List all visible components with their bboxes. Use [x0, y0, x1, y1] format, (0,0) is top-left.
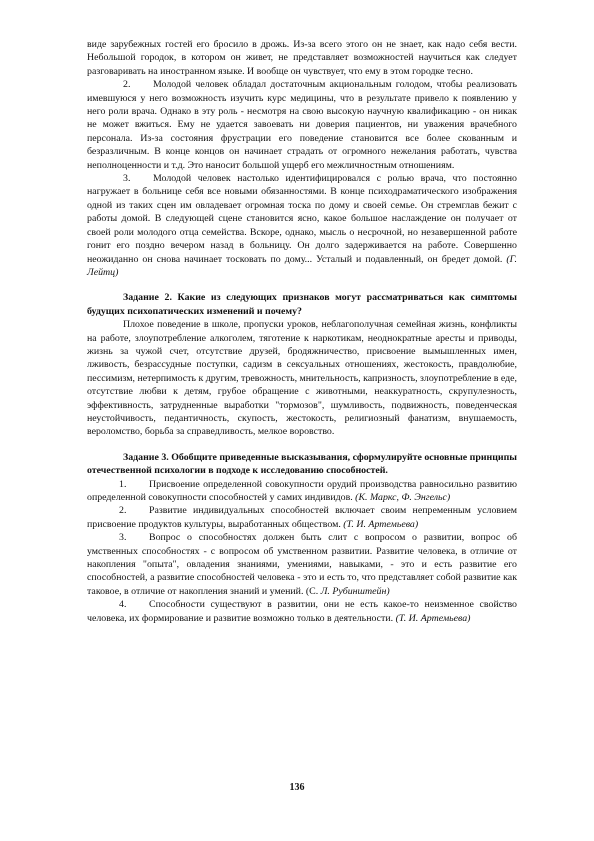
task-question: . Обобщите приведенные высказывания, сформулируйте основные принципы отечественной психологии в подходе к исследованию способностей.	[87, 451, 517, 477]
spacer	[87, 439, 517, 451]
citation: (Г. Лейтц)	[87, 253, 518, 278]
item-text: Присвоение определенной совокупности орудий производства равносильно развитию определенной совокупности способностей у самих индивидов.	[87, 478, 517, 503]
task-2-body: Плохое поведение в школе, пропуски уроков, неблагополучная семейная жизнь, конфликты на работе, злоупотребление алкоголем, тяготение к наркотикам, неоднократные аресты и приводы, жизнь за чужой счет, отсутствие друзей, бродяжничество, присвоение вымышленных имен, лживость, безрассудные поступки, садизм в сексуальных отношениях, жестокость, правдолюбие, пессимизм, нетерпимость к другим, тревожность, мнительность, капризность, злоупотребление в еде, отсутствие любви к детям, грубое обращение с животными, неаккуратность, скрупулезность, эффективность, затрудненные выработки "тормозов", шумливость, подвижность, поведенческая неустойчивость, педантичность, скупость, жестокость, религиозный фанатизм, внушаемость, вероломство, борьба за справедливость, мелкое воровство.	[87, 319, 517, 438]
item-number: 2.	[123, 79, 131, 91]
citation: (Т. И. Артемьева)	[395, 612, 471, 624]
task-2-heading	[87, 291, 517, 318]
task-3-item-1	[87, 478, 517, 505]
document-page	[87, 38, 517, 625]
item-number: 3.	[123, 173, 131, 185]
item-number: 4.	[119, 599, 127, 611]
item-number: 2.	[119, 505, 127, 517]
task-3-item-2	[87, 504, 517, 531]
task-3-heading	[87, 451, 517, 478]
citation: (К. Маркс, Ф. Энгельс)	[355, 492, 451, 503]
paragraph-case-3	[87, 172, 517, 279]
paragraph-text: Молодой человек настолько идентифицировался с ролью врача, что постоянно нагружает в больнице себя все новыми обязанностями. В конце психодраматического изображения одной из таких сцен им овладевает огромная тоска по дому и своей семье. Он стремглав бежит с работы домой. В следующей сцене становится ясно, какое большое наслаждение он получает от своей роли молодого отца семейства. Вскоре, однако, мысль о несрочной, но незавершенной работе гонит его поздно вечером назад в больницу. Он долго задерживается на работе. Совершенно неожиданно он снова начинает тосковать по дому... Усталый и подавленный, он бредет домой.	[87, 173, 517, 265]
paragraph-case-2	[87, 78, 517, 172]
item-text: Способности существуют в развитии, они не есть какое-то неизменное свойство человека, их формирование и развитие возможно только в деятельности.	[87, 599, 517, 624]
item-text: Вопрос о способностях должен быть слит с вопросом о развитии, вопрос об умственных способностях - с вопросом об умственном развитии. Развитие человека, в отличие от накопления "опыта", овладения знаниями, умениями, навыками, - это и есть развитие его способностей, а развитие способностей человека - это и есть то, что представляет собой развитие как таковое, в отличие от накопления знаний и умений. (С.	[87, 532, 517, 597]
citation: (Т. И. Артемьева)	[343, 518, 419, 530]
paragraph-text: Молодой человек обладал достаточным акциональным голодом, чтобы реализовать имевшуюся у него возможность изучить курс медицины, что в результате привело к появлению у него роли врача. Однако в эту роль - несмотря на свою высокую научную квалификацию - он никак не может вжиться. Ему не удается завоевать ни доверия пациентов, ни уважения врачебного персонала. Из-за состояния фрустрации его поведение становится все более скованным и безразличным. В конце концов он начинает страдать от огромного нежелания работать, чувства неполноценности и т.д. Это наносит большой ущерб его межличностным отношениям.	[87, 79, 517, 171]
citation: Л. Рубинштейн)	[320, 585, 390, 597]
item-number: 3.	[119, 532, 127, 544]
item-text: Развитие индивидуальных способностей включает своим непременным условием присвоение продуктов культуры, выработанных обществом.	[87, 505, 517, 530]
task-question: . Какие из следующих признаков могут рассматриваться как симптомы будущих психопатических изменений и почему?	[87, 292, 517, 317]
page-number: 136	[289, 782, 305, 793]
task-label: Задание 3	[123, 451, 167, 463]
task-3-item-4	[87, 598, 517, 625]
item-number: 1.	[119, 478, 127, 490]
task-3-item-3	[87, 531, 517, 598]
task-label: Задание 2	[123, 292, 170, 304]
paragraph-intro: виде зарубежных гостей его бросило в дрожь. Из-за всего этого он не знает, как надо себя вести. Небольшой городок, в котором он живет, не представляет возможностей научиться как следует разговаривать на иностранном языке. И вообще он чувствует, что ему в этом городке тесно.	[87, 39, 517, 77]
spacer	[87, 279, 517, 291]
